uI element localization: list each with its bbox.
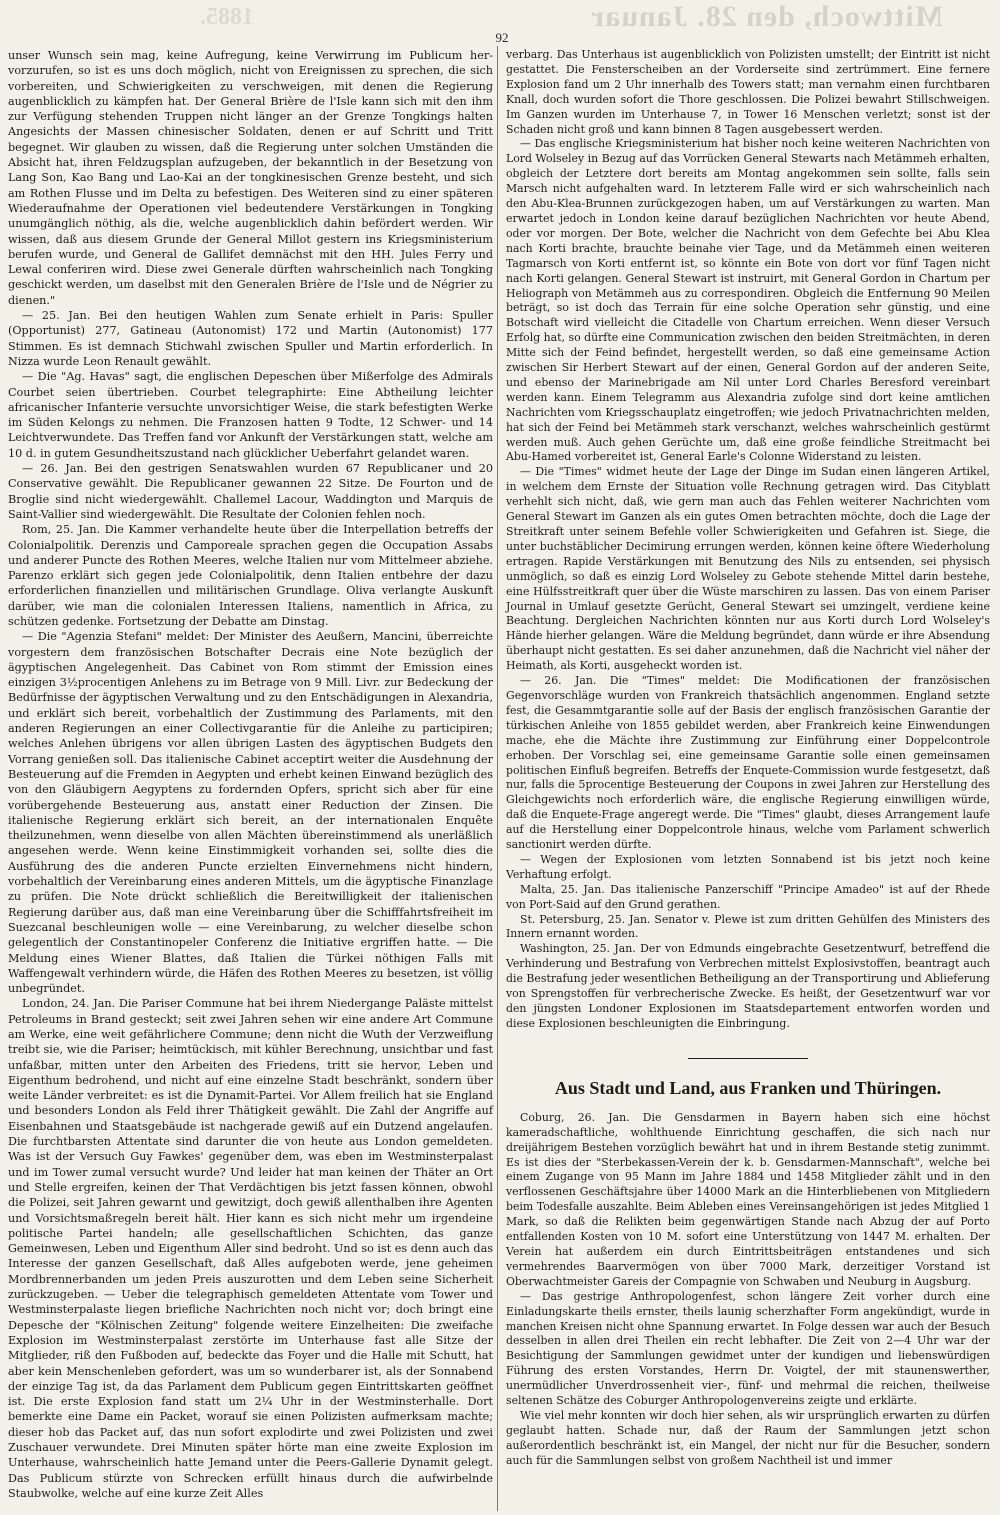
paragraph: unser Wunsch sein mag, keine Aufregung, keine Verwirrung im Publicum her-vorzurufen, so ist es uns doch möglich, nicht von Ereignissen zu sprechen, die sich vorbereiten, und Schwierigkeiten zu verschweigen, mit denen die Regierung augenblicklich zu kämpfen hat. Der General Brière de l'Isle kann sich mit den ihm zur Verfügung stehenden Truppen nicht länger an der Grenze Tongkings halten Angesichts der Massen chinesischer Soldaten, denen er auf Schritt und Tritt begegnet. Wir glauben zu wissen, daß die Regierung unter solchen Umständen die Absicht hat, ihren Feldzugsplan aufzugeben, der bekanntlich in der Besetzung von Lang Son, Kao Bang und Lao-Kai an der tongkinesischen Grenze besteht, und sich am Rothen Flusse und im Delta zu befestigen. Des Weiteren sind zu einer späteren Wiederaufnahme der Operationen viel bedeutendere Verstärkungen in Tongking unumgänglich nöthig, als die, welche augenblicklich dahin befördert werden. Wir wissen, daß aus diesem Grunde der General Millot gestern ins Kriegsministerium berufen wurde, und General de Gallifet demnächst mit den HH. Jules Ferry und Lewal conferiren wird. Diese zwei Generale dürften wahrscheinlich nach Tongking geschickt werden, um daselbst mit den Generalen Brière de l'Isle und de Négrier zu dienen." xyxy=(8,49,493,307)
paragraph: — Das gestrige Anthropologenfest, schon längere Zeit vorher durch eine Einladungskarte theils ernster, theils launig scherzhafter Form angekündigt, wurde in manchen Kreisen nicht ohne Spannung erwartet. In Folge dessen war auch der Besuch desselben in allen drei Theilen ein recht lebhafter. Die Zeit von 2—4 Uhr war der Besichtigung der Sammlungen gewidmet unter der kundigen und liebenswürdigen Führung des ersten Vorstandes, Herrn Dr. Voigtel, der mit staunenswerther, unermüdlicher Unverdrossenheit vier-, fünf- und mehrmal die reichen, theilweise seltenen Schätze des Coburger Anthropologenvereins zeigte und erklärte. xyxy=(506,1289,990,1408)
right-column xyxy=(506,48,990,1469)
paragraph: — 26. Jan. Die "Times" meldet: Die Modificationen der französischen Gegenvorschläge wurden von Frankreich thatsächlich angenommen. England setzte fest, die Gesammtgarantie solle auf der Basis der englisch französischen Garantie der türkischen Anleihe von 1855 gebildet werden, aber Frankreich keine Einwendungen mache, ehe die Mächte ihre Zustimmung zur Einführung einer Doppelcontrole erhoben. Der Vorschlag sei, eine gemeinsame Garantie solle einen gemeinsamen politischen Einfluß begreifen. Betreffs der Enquete-Commission wurde festgesetzt, daß nur, falls die 5procentige Besteuerung der Coupons in zwei Jahren zur Herstellung des Gleichgewichts noch erforderlich wäre, die englische Regierung einwilligen würde, daß die Enquete-Frage angeregt werde. Die "Times" glaubt, dieses Arrangement laufe auf die Herstellung einer Doppelcontrole hinaus, welche vom Parlament schwerlich sanctionirt werden dürfte. xyxy=(506,674,990,852)
page-number: 92 xyxy=(495,30,509,45)
paragraph: — Die "Times" widmet heute der Lage der Dinge im Sudan einen längeren Artikel, in welchem dem Ernste der Situation volle Rechnung getragen wird. Das Cityblatt verhehlt sich nicht, daß, wie gern man auch das Fehlen weiterer Nachrichten vom General Stewart im Ganzen als ein gutes Omen betrachten möchte, doch die Lage der Streitkraft unter seinem Befehle voller Schwierigkeiten und Gefahren ist. Siege, die unter buchstäblicher Decimirung errungen werden, können keine öftere Wiederholung ertragen. Rapide Verstärkungen mit Benutzung des Nils zu entsenden, sei physisch unmöglich, so daß es einzig Lord Wolseley zu Gebote stehende Mittel darin bestehe, eine Hülfsstreitkraft quer über die Wüste marschiren zu lassen. Das von einem Pariser Journal in Umlauf gesetzte Gerücht, General Stewart sei umzingelt, verdiene keine Beachtung. Dergleichen Nachrichten könnten nur aus Korti durch Lord Wolseley's Hände hierher gelangen. Wäre die Meldung begründet, dann würde er ihre Absendung überhaupt nicht gestatten. Es sei daher anzunehmen, daß die Nachricht viel näher der Heimath, als Korti, ausgeheckt worden ist. xyxy=(506,465,990,673)
paragraph: Rom, 25. Jan. Die Kammer verhandelte heute über die Interpellation betreffs der Colonialpolitik. Derenzis und Camporeale sprachen gegen die Occupation Assabs und anderer Puncte des Rothen Meeres, welche Italien nur vom Mittelmeer abziehe. Parenzo erklärt sich gegen jede Colonialpolitik, denn Italien entbehre der dazu erforderlichen finanziellen und militärischen Grundlage. Oliva verlangte Auskunft darüber, wie man die colonialen Interessen Italiens, namentlich in Africa, zu schützen gedenke. Fortsetzung der Debatte am Dinstag. xyxy=(8,523,493,628)
paragraph: — Das englische Kriegsministerium hat bisher noch keine weiteren Nachrichten von Lord Wolseley in Bezug auf das Vorrücken General Stewarts nach Metämmeh erhalten, obgleich der Letztere dort bereits am Montag angekommen sein sollte, falls sein Marsch nicht aufgehalten ward. In letzterem Falle wird er sich wahrscheinlich nach den Abu-Klea-Brunnen zurückgezogen haben, um auf Verstärkungen zu warten. Man erwartet jedoch in London keine darauf bezüglichen Nachrichten vor heute Abend, oder vor morgen. Der Bote, welcher die Nachricht von dem Gefechte bei Abu Klea nach Korti brachte, brauchte beinahe vier Tage, und da Metämmeh einen weiteren Tagmarsch von Korti entfernt ist, so könnte ein Bote von dort vor fünf Tagen nicht nach Korti gelangen. General Stewart ist instruirt, mit General Gordon in Chartum per Heliograph von Metämmeh aus zu correspondiren. Obgleich die Entfernung 90 Meilen beträgt, so ist doch das Terrain für eine solche Operation sehr günstig, und eine Botschaft wird vielleicht die Citadelle von Chartum erreichen. Wenn dieser Versuch Erfolg hat, so dürfte eine Communication zwischen den beiden Streitmächten, in deren Mitte sich der Feind befindet, hergestellt werden, so daß eine gemeinsame Action zwischen Sir Herbert Stewart auf der einen, General Gordon auf der anderen Seite, und ebenso der Marinebrigade am Nil unter Lord Charles Beresford vereinbart werden kann. Einem Telegramm aus Alexandria zufolge sind dort keine amtlichen Nachrichten vom Kriegsschauplatz eingetroffen; wie jedoch Privatnachrichten melden, hat sich der Feind bei Metämmeh stark verschanzt, welches wahrscheinlich gestürmt werden muß. Auch gehen Gerüchte um, daß eine große feindliche Streitmacht bei Abu-Hamed vorbereitet ist, General Earle's Colonne Widerstand zu leisten. xyxy=(506,137,990,464)
show-through-year: 1885. xyxy=(200,4,254,30)
column-divider xyxy=(497,46,498,1511)
left-column xyxy=(8,48,493,1501)
paragraph: — 26. Jan. Bei den gestrigen Senatswahlen wurden 67 Republicaner und 20 Conservative gewählt. Die Republicaner gewannen 22 Sitze. De Fourton und de Broglie sind nicht wiedergewählt. Challemel Lacour, Waddington und Marquis de Saint-Vallier sind wiedergewählt. Die Resultate der Colonien fehlen noch. xyxy=(8,462,493,521)
show-through-header: Mittwoch, den 28. Januar xyxy=(590,0,944,33)
paragraph: — Die "Ag. Havas" sagt, die englischen Depeschen über Mißerfolge des Admirals Courbet seien übertrieben. Courbet telegraphirte: Eine Abtheilung leichter africanischer Infanterie versuchte unvorsichtiger Weise, die stark befestigten Werke im Süden Kelongs zu nehmen. Die Franzosen hatten 9 Todte, 12 Schwer- und 14 Leichtverwundete. Das Treffen fand vor Ankunft der Verstärkungen statt, welche am 10 d. in gutem Gesundheitszustand nach glücklicher Ueberfahrt gelandet waren. xyxy=(8,370,493,460)
page-header xyxy=(0,0,1000,46)
section-heading: Aus Stadt und Land, aus Franken und Thüringen. xyxy=(554,1077,942,1098)
paragraph: Wie viel mehr konnten wir doch hier sehen, als wir ursprünglich erwarten zu dürfen geglaubt hatten. Schade nur, daß der Raum der Sammlungen jetzt schon außerordentlich beschränkt ist, ein Mangel, der nicht nur für die Besucher, sondern auch für die Sammlungen selbst von großem Nachtheil ist und immer xyxy=(506,1408,990,1467)
paragraph: London, 24. Jan. Die Pariser Commune hat bei ihrem Niedergange Paläste mittelst Petroleums in Brand gesteckt; seit zwei Jahren sehen wir eine andere Art Commune am Werke, eine weit gefährlichere Commune; denn nicht die Wuth der Verzweiflung treibt sie, wie die Pariser; heimtückisch, mit kühler Berechnung, unsichtbar und fast unfaßbar, mitten unter den Arbeiten des Friedens, tritt sie hervor, Leben und Eigenthum bedrohend, und nicht auf eine einzelne Stadt beschränkt, sondern über weite Länder verbreitet: es ist die Dynamit-Partei. Vor Allem freilich hat sie England und besonders London als Feld ihrer Thätigkeit gewählt. Die Zahl der Angriffe auf Eisenbahnen und Staatsgebäude ist nachgerade gewiß auf ein Dutzend angelaufen. Die furchtbarsten Attentate sind darunter die von heute aus London gemeldeten. Was ist der Versuch Guy Fawkes' gegenüber dem, was eben im Westminsterpalast und im Tower zumal versucht wurde? Und leider hat man keinen der Thäter an Ort und Stelle ergreifen, keinen der That Verdächtigen bis jetzt fassen können, obwohl die Polizei, seit Jahren gewarnt und gewitzigt, doch gewiß allenthalben ihre Agenten und Vorsichtsmaßregeln bereit hält. Hier kann es sich nicht mehr um irgendeine politische Partei handeln; alle gesellschaftlichen Schichten, das ganze Gemeinwesen, Leben und Eigenthum Aller sind bedroht. Und so ist es denn auch das Interesse der ganzen Gesellschaft, daß Alles aufgeboten werde, jene geheimen Mordbrennerbanden um jeden Preis auszurotten und dem Leben seine Sicherheit zurückzugeben. — Ueber die telegraphisch gemeldeten Attentate vom Tower und Westminsterpalaste liegen briefliche Nachrichten noch nicht vor; doch bringt eine Depesche der "Kölnischen Zeitung" folgende weitere Einzelheiten: Die zweifache Explosion im Westminsterpalast zerstörte im Unterhause fast alle Sitze der Mitglieder, riß den Fußboden auf, bedeckte das Foyer und die Halle mit Schutt, hat aber kein Menschenleben gefordert, was um so wunderbarer ist, als der Sonnabend der einzige Tag ist, da das Parlament dem Publicum gegen Eintrittskarten geöffnet ist. Die erste Explosion fand statt um 2¼ Uhr in der Westminsterhalle. Dort bemerkte eine Dame ein Packet, worauf sie einen Polizisten aufmerksam machte; dieser hob das Packet auf, das nun sofort explodirte und zwei Polizisten und zwei Zuschauer verwundete. Drei Minuten später hörte man eine zweite Explosion im Unterhause, wahrscheinlich hatte Jemand unter die Peers-Gallerie Dynamit gelegt. Das Publicum stürzte von Schrecken erfüllt hinaus durch die aufwirbelnde Staubwolke, welche auf eine kurze Zeit Alles xyxy=(8,997,493,1500)
paragraph: Coburg, 26. Jan. Die Gensdarmen in Bayern haben sich eine höchst kameradschaftliche, wohlthuende Einrichtung geschaffen, die sich nach nur dreijährigem Bestehen vorzüglich bewährt hat und in ihrem Bestande stetig zunimmt. Es ist dies der "Sterbekassen-Verein der k. b. Gensdarmen-Mannschaft", welche bei einem Zugange von 95 Mann im Jahre 1884 und 1458 Mitglieder zählt und in den verflossenen Geschäftsjahre über 14000 Mark an die Hinterbliebenen von Mitgliedern beim Todesfalle auszahlte. Beim Ableben eines Vereinsangehörigen ist jedes Mitglied 1 Mark, so daß die Relikten beim gegenwärtigen Stande nach Abzug der auf Porto entfallenden Kosten von 10 M. sofort eine Unterstützung von 1447 M. erhalten. Der Verein hat außerdem ein durch Eintrittsbeiträgen entstandenes und sich vermehrendes Baarvermögen von über 7000 Mark, derzeitiger Vorstand ist Oberwachtmeister Gareis der Compagnie von Schwaben und Neuburg in Augsburg. xyxy=(506,1110,990,1288)
paragraph: Washington, 25. Jan. Der von Edmunds eingebrachte Gesetzentwurf, betreffend die Verhinderung und Bestrafung von Verbrechen mittelst Explosivstoffen, beantragt auch die Bestrafung jeder wesentlichen Betheiligung an der Transportirung und Ablieferung von Sprengstoffen für verbrecherische Zwecke. Es heißt, der Gesetzentwurf war vor den jüngsten Londoner Explosionen im Staatsdepartement entworfen worden und diese Explosionen beschleunigten die Einbringung. xyxy=(506,942,990,1030)
section-divider xyxy=(688,1058,808,1059)
paragraph: — Die "Agenzia Stefani" meldet: Der Minister des Aeußern, Mancini, überreichte vorgestern dem französischen Botschafter Decrais eine Note bezüglich der ägyptischen Angelegenheit. Das Cabinet von Rom stimmt der Emission eines einzigen 3½procentigen Anlehens zu im Betrage von 9 Mill. Livr. zur Bedeckung der Bedürfnisse der ägyptischen Verwaltung und zu den Entschädigungen in Alexandria, und erklärt sich bereit, vorbehaltlich der Zustimmung des Parlaments, mit den anderen Regierungen an einer Collectivgarantie für die Anleihe zu participiren; welches Anlehen übrigens vor allen übrigen Lasten des ägyptischen Budgets den Vorrang genießen soll. Das italienische Cabinet acceptirt weiter die Ausdehnung der Besteuerung auf die Fremden in Aegypten und erhebt keinen Einwand bezüglich des von den Gläubigern Aegyptens zu fordernden Opfers, spricht sich aber für eine vorübergehende Besteuerung aus, anstatt einer Reduction der Zinsen. Die italienische Regierung erklärt sich bereit, an der internationalen Enquête theilzunehmen, wenn dieselbe von allen Mächten übereinstimmend als unerläßlich angesehen werde. Wenn keine Einstimmigkeit vorhanden sei, sollte dies die Ausführung des die anderen Puncte erzielten Einvernehmens nicht hindern, vorbehaltlich der Vereinbarung eines anderen Mittels, um die ägyptische Finanzlage zu prüfen. Die Note drückt schließlich die Bereitwilligkeit der italienischen Regierung darüber aus, daß man eine Vereinbarung über die Schifffahrtsfreiheit im Suezcanal beschleunigen wolle — eine Vereinbarung, zu welcher dieselbe schon gelegentlich der Constantinopeler Conferenz die Initiative ergriffen hatte. — Die Meldung eines Wiener Blattes, daß Italien die Türkei nöthigen Falls mit Waffengewalt verhindern würde, die Häfen des Rothen Meeres zu besetzen, ist völlig unbegründet. xyxy=(8,630,493,996)
paragraph: St. Petersburg, 25. Jan. Senator v. Plewe ist zum dritten Gehülfen des Ministers des Innern ernannt worden. xyxy=(506,912,990,941)
paragraph: — Wegen der Explosionen vom letzten Sonnabend ist bis jetzt noch keine Verhaftung erfolgt. xyxy=(506,852,990,881)
paragraph: Malta, 25. Jan. Das italienische Panzerschiff "Principe Amadeo" ist auf der Rhede von Port-Said auf den Grund gerathen. xyxy=(506,882,990,911)
paragraph: verbarg. Das Unterhaus ist augenblicklich von Polizisten umstellt; der Eintritt ist nicht gestattet. Die Fensterscheiben an der Vorderseite sind zertrümmert. Eine fernere Explosion fand um 2 Uhr innerhalb des Towers statt; man vernahm einen furchtbaren Knall, doch wurden sofort die Thore geschlossen. Die Polizei bewahrt Stillschweigen. Im Ganzen wurden im Unterhause 7, in Tower 16 Menschen verletzt; sonst ist der Schaden nicht groß und kann binnen 8 Tagen ausgebessert werden. xyxy=(506,48,990,136)
paragraph: — 25. Jan. Bei den heutigen Wahlen zum Senate erhielt in Paris: Spuller (Opportunist) 277, Gatineau (Autonomist) 172 und Martin (Autonomist) 177 Stimmen. Es ist demnach Stichwahl zwischen Spuller und Martin erforderlich. In Nizza wurde Leon Renault gewählt. xyxy=(8,309,493,368)
